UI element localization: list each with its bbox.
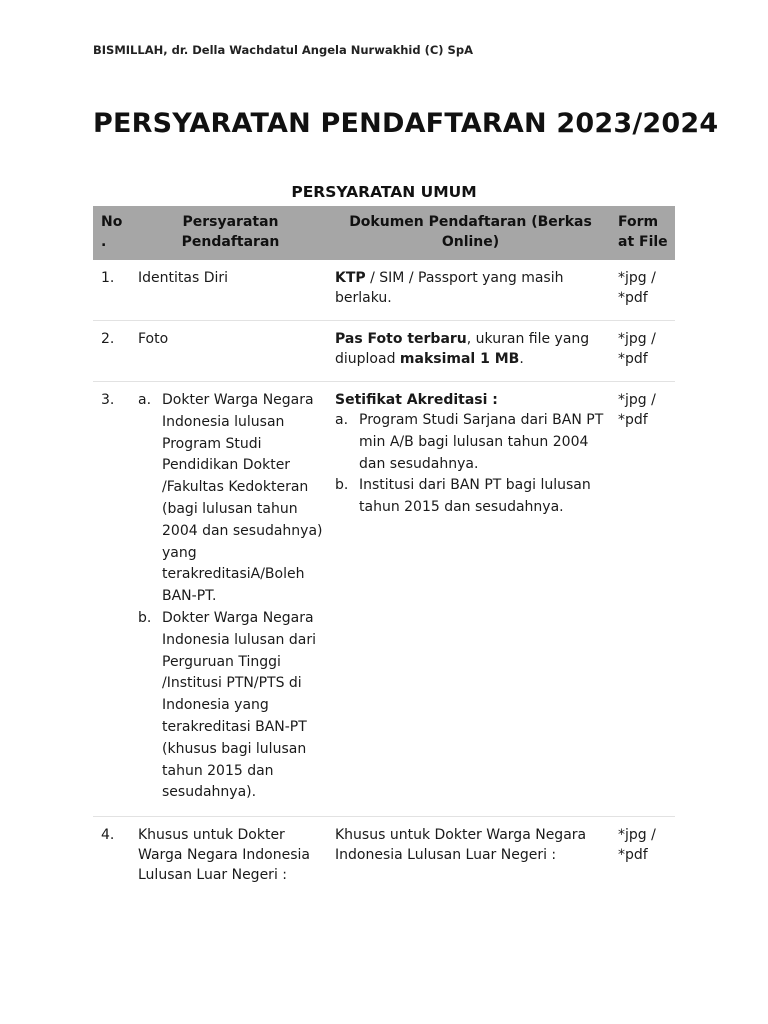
row-document: Khusus untuk Dokter Warga Negara Indonesia Lulusan Luar Negeri : [335, 827, 587, 864]
row-requirement [132, 382, 329, 817]
row-requirement: Foto [132, 321, 329, 382]
row-format: *jpg / *pdf [612, 382, 675, 817]
header-format: Form at File [612, 206, 675, 260]
doc-text: , ukuran file yang diupload [335, 331, 590, 367]
header-document: Dokumen Pendaftaran (Berkas Online) [329, 206, 612, 260]
requirement-list [138, 390, 323, 804]
row-requirement: Identitas Diri [132, 260, 329, 321]
row-number: 3. [93, 382, 132, 817]
page-title: PERSYARATAN PENDAFTARAN 2023/2024 [93, 108, 719, 139]
header-no: No . [93, 206, 132, 260]
list-item-text: Institusi dari BAN PT bagi lulusan tahun 2015 dan sesudahnya. [359, 477, 591, 516]
table-row [93, 321, 675, 382]
page-header-text: BISMILLAH, dr. Della Wachdatul Angela Nurwakhid (C) SpA [93, 43, 473, 57]
doc-bold-text: maksimal 1 MB [399, 351, 520, 367]
list-item [138, 390, 323, 608]
row-requirement: Khusus untuk Dokter Warga Negara Indonesia Lulusan Luar Negeri : [138, 827, 310, 884]
table-row [93, 817, 675, 898]
row-format: *jpg / *pdf [618, 827, 656, 864]
list-item-text: Dokter Warga Negara Indonesia lulusan dari Perguruan Tinggi /Institusi PTN/PTS di Indonesia yang terakreditasi BAN-PT (khusus bagi lulusan tahun 2015 dan sesudahnya). [162, 609, 316, 801]
doc-bold-text: KTP [335, 270, 366, 286]
row-number: 4. [101, 827, 115, 844]
document-list [335, 410, 606, 519]
requirements-table [93, 206, 675, 897]
row-number: 2. [93, 321, 132, 382]
doc-text: . [519, 351, 524, 367]
row-format: *jpg / *pdf [612, 321, 675, 382]
row-number: 1. [93, 260, 132, 321]
list-marker: b. [335, 477, 349, 494]
table-row [93, 382, 675, 817]
row-format: *jpg / *pdf [612, 260, 675, 321]
list-marker: b. [138, 609, 152, 626]
list-item [335, 475, 606, 519]
doc-heading: Setifikat Akreditasi : [335, 392, 498, 408]
list-marker: a. [138, 392, 152, 408]
row-document [329, 321, 612, 382]
list-item-text: Dokter Warga Negara Indonesia lulusan Program Studi Pendidikan Dokter /Fakultas Kedokteran (bagi lulusan tahun 2004 dan sesudahnya) yang terakreditasiA/Boleh BAN-PT. [162, 392, 323, 605]
row-document [329, 382, 612, 817]
table-row [93, 260, 675, 321]
doc-bold-text: Pas Foto terbaru [335, 331, 467, 347]
list-item-text: Program Studi Sarjana dari BAN PT min A/B bagi lulusan tahun 2004 dan sesudahnya. [359, 412, 604, 472]
table-header-row [93, 206, 675, 260]
section-title: PERSYARATAN UMUM [291, 183, 477, 201]
row-document [329, 260, 612, 321]
list-item [335, 410, 606, 475]
doc-text: / SIM / Passport yang masih berlaku. [335, 270, 564, 306]
list-item [138, 608, 323, 804]
list-marker: a. [335, 412, 349, 428]
header-requirement: Persyaratan Pendaftaran [132, 206, 329, 260]
